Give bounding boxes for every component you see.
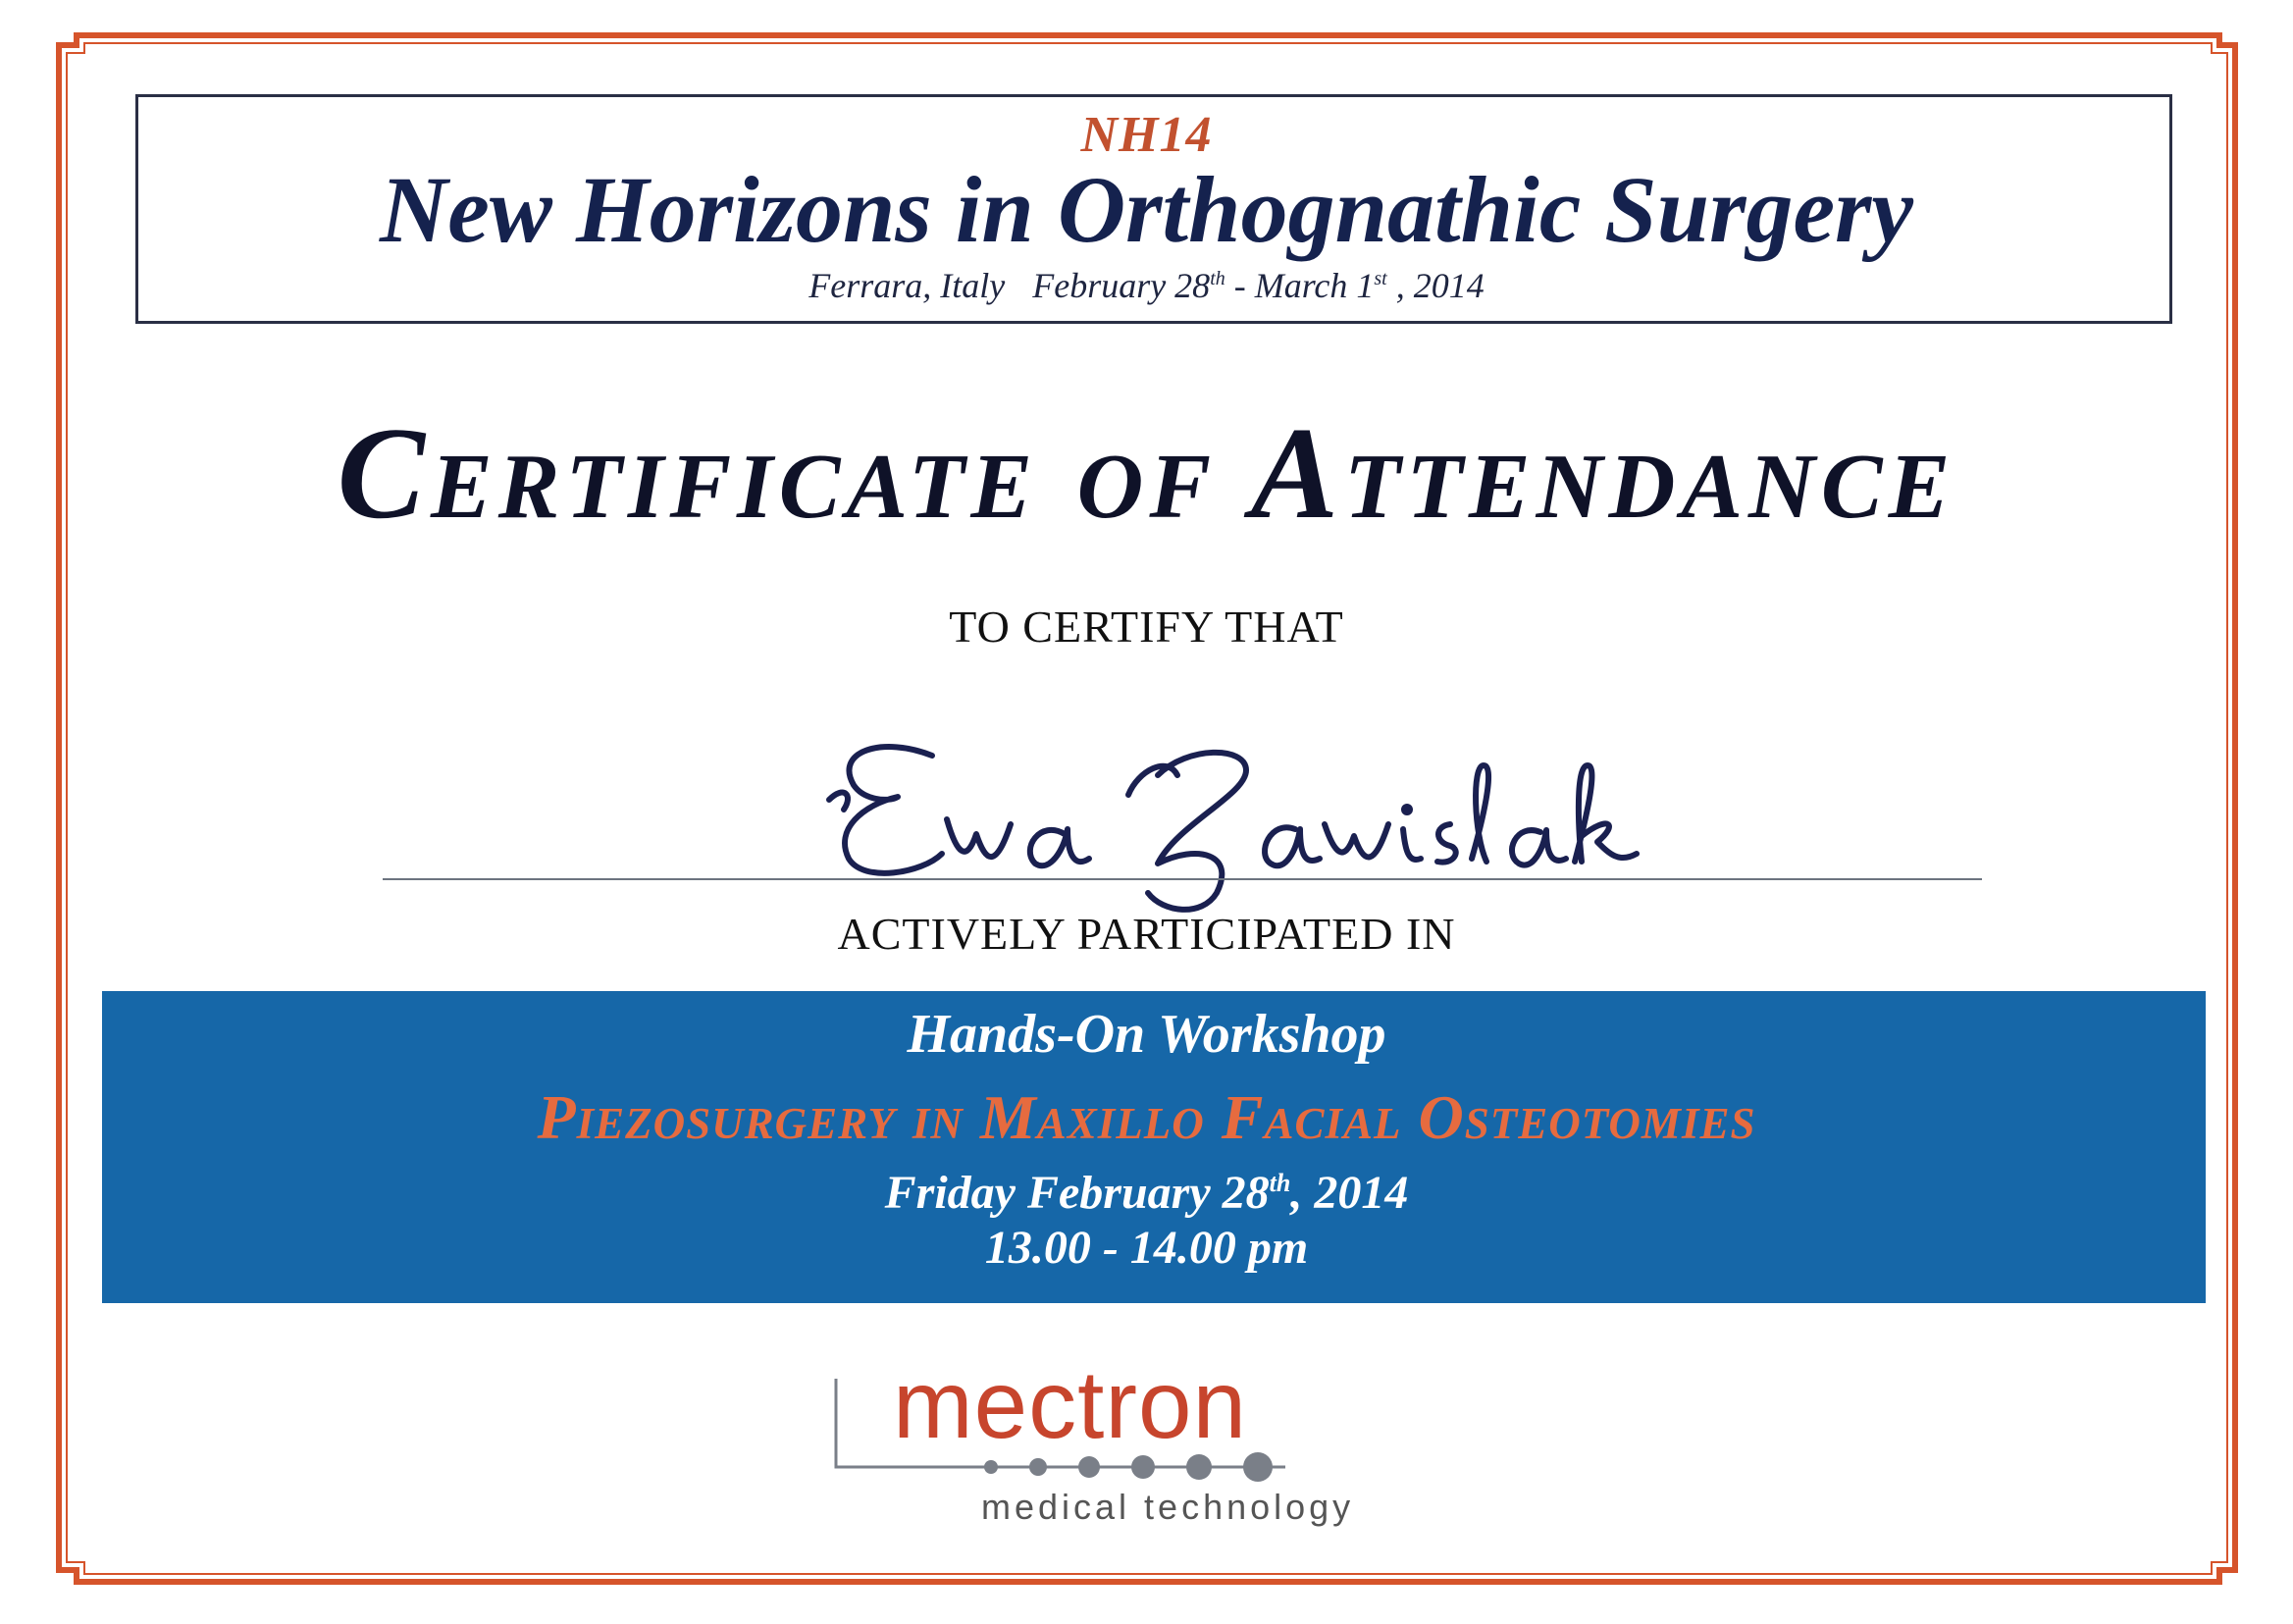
mectron-logo xyxy=(824,1350,1413,1545)
workshop-date-year: , 2014 xyxy=(1290,1167,1409,1219)
recipient-name-script xyxy=(0,726,2293,913)
workshop-name: Piezosurgery in Maxillo Facial Osteotomies xyxy=(537,1082,1756,1152)
conference-title: New Horizons in Orthognathic Surgery xyxy=(379,157,1914,262)
logo-brand: mectron xyxy=(893,1350,1248,1458)
workshop-date xyxy=(0,1166,2293,1220)
workshop-date-main: Friday February 28 xyxy=(884,1167,1270,1219)
workshop-date-suffix: th xyxy=(1269,1169,1291,1197)
conference-code: NH14 xyxy=(1080,107,1213,163)
conference-location-dates xyxy=(0,265,2293,306)
conference-year: , 2014 xyxy=(1386,266,1485,305)
certificate-title: Certificate of Attendance xyxy=(337,400,1956,546)
date-start-suffix: th xyxy=(1210,268,1225,289)
conference-date-start: February 28 xyxy=(1032,266,1211,305)
conference-date-separator: - March 1 xyxy=(1225,266,1375,305)
date-end-suffix: st xyxy=(1374,268,1387,289)
participated-text: ACTIVELY PARTICIPATED IN xyxy=(837,909,1456,959)
workshop-time: 13.00 - 14.00 pm xyxy=(984,1222,1309,1274)
conference-location: Ferrara, Italy xyxy=(808,266,1006,305)
workshop-type: Hands-On Workshop xyxy=(907,1004,1386,1065)
logo-tagline: medical technology xyxy=(981,1487,1355,1527)
certify-text: TO CERTIFY THAT xyxy=(949,602,1344,652)
name-underline xyxy=(383,878,1982,880)
recipient-signature xyxy=(0,726,2293,913)
